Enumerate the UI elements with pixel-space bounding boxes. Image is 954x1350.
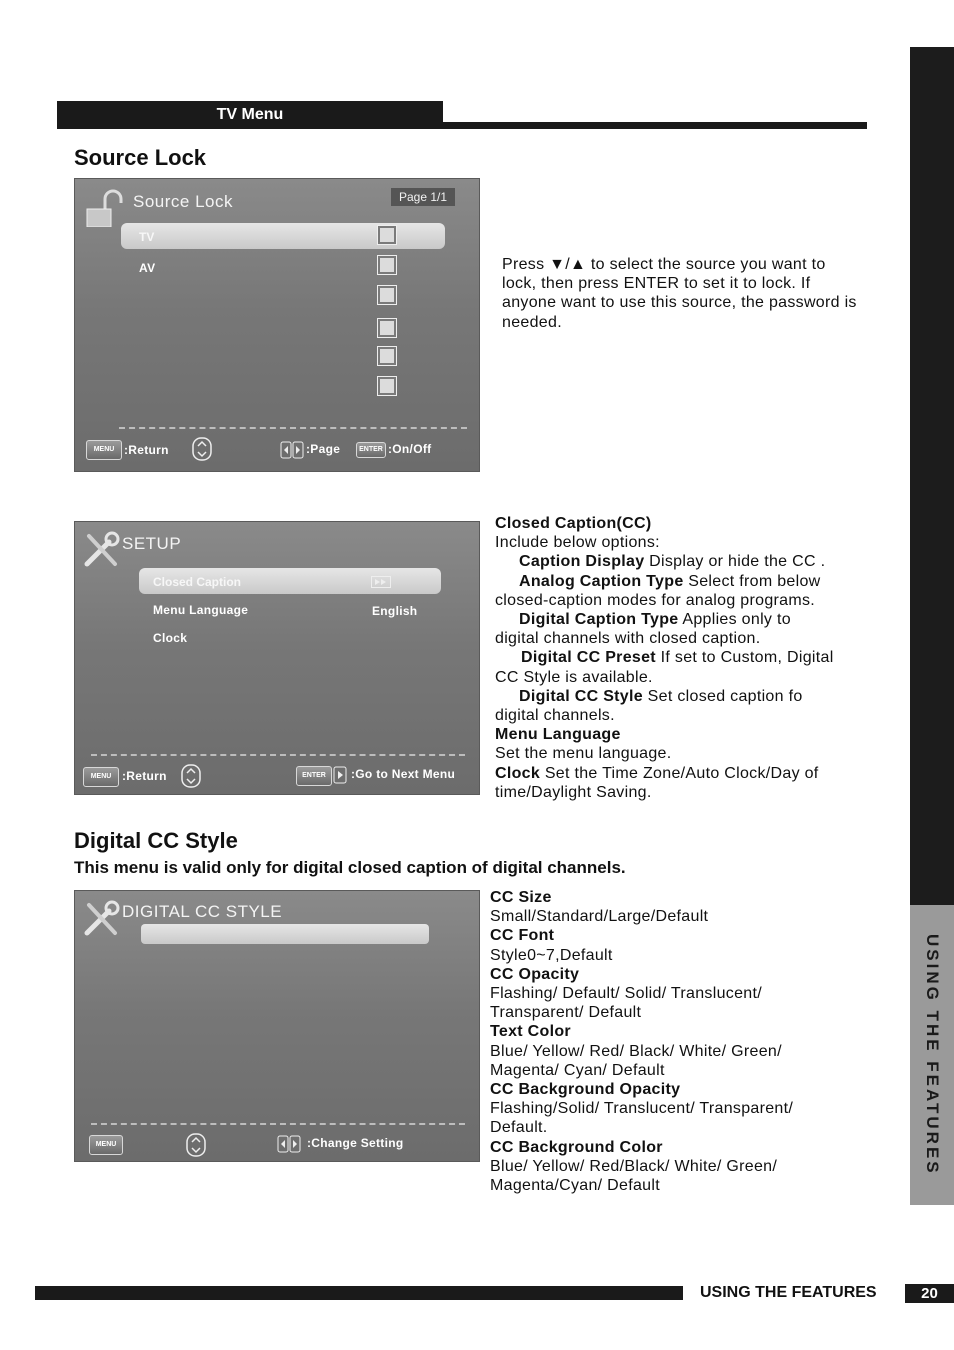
analog-caption-text: Select from below [683, 572, 821, 590]
onoff-hint: :On/Off [388, 442, 432, 456]
lock-checkbox-6[interactable] [377, 376, 397, 396]
clock-text: Set the Time Zone/Auto Clock/Day of [540, 764, 819, 782]
digital-cc-preset-text2: CC Style is available. [495, 668, 653, 686]
page-indicator: Page 1/1 [391, 188, 455, 206]
up-down-icon [186, 1133, 206, 1157]
digital-cc-heading: Digital CC Style [74, 828, 238, 853]
clock-text2: time/Daylight Saving. [495, 783, 652, 801]
menu-language-text: Set the menu language. [495, 745, 672, 763]
enter-key: ENTER [296, 766, 332, 786]
cc-opacity-values: Flashing/ Default/ Solid/ Translucent/ [490, 985, 762, 1003]
setup-osd-title: SETUP [122, 534, 182, 553]
change-setting-hint: :Change Setting [307, 1136, 404, 1150]
cc-bg-color-values-2: Magenta/Cyan/ Default [490, 1177, 660, 1195]
digital-cc-osd [74, 890, 480, 1162]
cc-size-label: CC Size [490, 889, 552, 906]
clock-label: Clock [495, 764, 541, 782]
footer-rule [35, 1286, 683, 1300]
enter-key: ENTER [356, 442, 386, 458]
up-down-icon [181, 764, 201, 788]
cc-title: Closed Caption(CC) [495, 515, 652, 532]
cc-bg-opacity-values: Flashing/Solid/ Translucent/ Transparent/ [490, 1100, 794, 1118]
lock-checkbox-2[interactable] [377, 255, 397, 275]
digital-cc-options [490, 888, 900, 1195]
padlock-icon [83, 187, 125, 227]
tools-icon [81, 530, 121, 570]
header-tab: TV Menu [57, 101, 443, 129]
source-lock-osd [74, 178, 480, 472]
forward-arrows-icon [371, 576, 391, 588]
digital-caption-type-text: Applies only to [678, 611, 791, 629]
text-color-values: Blue/ Yellow/ Red/ Black/ White/ Green/ [490, 1042, 782, 1060]
digital-cc-preset-label: Digital CC Preset [521, 649, 656, 667]
caption-display-label: Caption Display [519, 553, 645, 571]
cc-font-label: CC Font [490, 927, 555, 945]
digital-cc-preset-text: If set to Custom, Digital [655, 649, 834, 667]
right-arrow-icon [333, 766, 347, 784]
tools-icon [81, 899, 121, 939]
menu-item-clock[interactable]: Clock [153, 631, 188, 645]
osd-divider [91, 1123, 465, 1125]
cc-opacity-label: CC Opacity [490, 965, 580, 983]
menu-item-menu-language[interactable]: Menu Language [153, 603, 249, 617]
analog-caption-label: Analog Caption Type [519, 572, 684, 590]
digital-cc-osd-title: DIGITAL CC STYLE [122, 902, 283, 921]
menu-key: MENU [89, 1135, 123, 1155]
source-lock-heading: Source Lock [74, 145, 207, 170]
cc-font-values: Style0~7,Default [490, 946, 613, 964]
lock-checkbox-3[interactable] [377, 285, 397, 305]
caption-display-text: Display or hide the CC . [644, 553, 826, 571]
header-rule [443, 122, 867, 129]
footer-label: USING THE FEATURES [700, 1284, 877, 1301]
lock-checkbox-4[interactable] [377, 318, 397, 338]
side-label: USING THE FEATURES [923, 934, 942, 1176]
analog-caption-text2: closed-caption modes for analog programs. [495, 591, 816, 609]
cc-bg-opacity-label: CC Background Opacity [490, 1081, 681, 1099]
setup-osd [74, 521, 480, 795]
side-bar-dark [910, 47, 954, 905]
cc-bg-color-values: Blue/ Yellow/ Red/Black/ White/ Green/ [490, 1157, 778, 1175]
source-lock-osd-title: Source Lock [133, 192, 233, 211]
cc-bg-color-label: CC Background Color [490, 1138, 663, 1156]
menu-item-closed-caption: Closed Caption [153, 575, 242, 589]
cc-size-values: Small/Standard/Large/Default [490, 908, 709, 926]
up-down-icon [192, 437, 212, 461]
menu-key: MENU [86, 440, 122, 460]
menu-language-label: Menu Language [495, 726, 621, 744]
setup-description [495, 514, 895, 802]
lock-checkbox-5[interactable] [377, 346, 397, 366]
left-right-icon [280, 441, 304, 459]
digital-caption-type-text2: digital channels with closed caption. [495, 630, 761, 648]
source-lock-description: Press ▼/▲ to select the source you want to lock, then press ENTER to set it to lock. If anyone want to use this source, the password is needed. [502, 256, 857, 331]
source-item-av[interactable]: AV [139, 261, 156, 275]
source-item-tv: TV [139, 230, 155, 244]
return-hint: :Return [124, 443, 169, 457]
text-color-label: Text Color [490, 1023, 571, 1041]
text-color-values-2: Magenta/ Cyan/ Default [490, 1061, 665, 1079]
digital-cc-style-text2: digital channels. [495, 707, 615, 725]
digital-caption-type-label: Digital Caption Type [519, 611, 679, 629]
page-number: 20 [905, 1284, 954, 1303]
cc-intro: Include below options: [495, 534, 660, 552]
next-menu-hint: :Go to Next Menu [351, 767, 456, 781]
cc-opacity-values-2: Transparent/ Default [490, 1004, 642, 1022]
menu-language-value: English [372, 604, 418, 618]
left-right-icon [277, 1135, 301, 1153]
selected-row-closed-caption[interactable] [139, 568, 441, 594]
lock-checkbox-1[interactable] [377, 225, 397, 245]
page-hint: :Page [306, 442, 341, 456]
osd-divider [91, 754, 465, 756]
return-hint: :Return [122, 769, 167, 783]
digital-cc-style-text: Set closed caption fo [642, 687, 803, 705]
digital-cc-subheading: This menu is valid only for digital closed caption of digital channels. [74, 858, 626, 877]
osd-divider [119, 427, 467, 429]
cc-bg-opacity-values-2: Default. [490, 1119, 548, 1137]
digital-cc-style-label: Digital CC Style [519, 687, 643, 705]
menu-key: MENU [83, 767, 119, 787]
selected-row[interactable] [141, 924, 429, 944]
